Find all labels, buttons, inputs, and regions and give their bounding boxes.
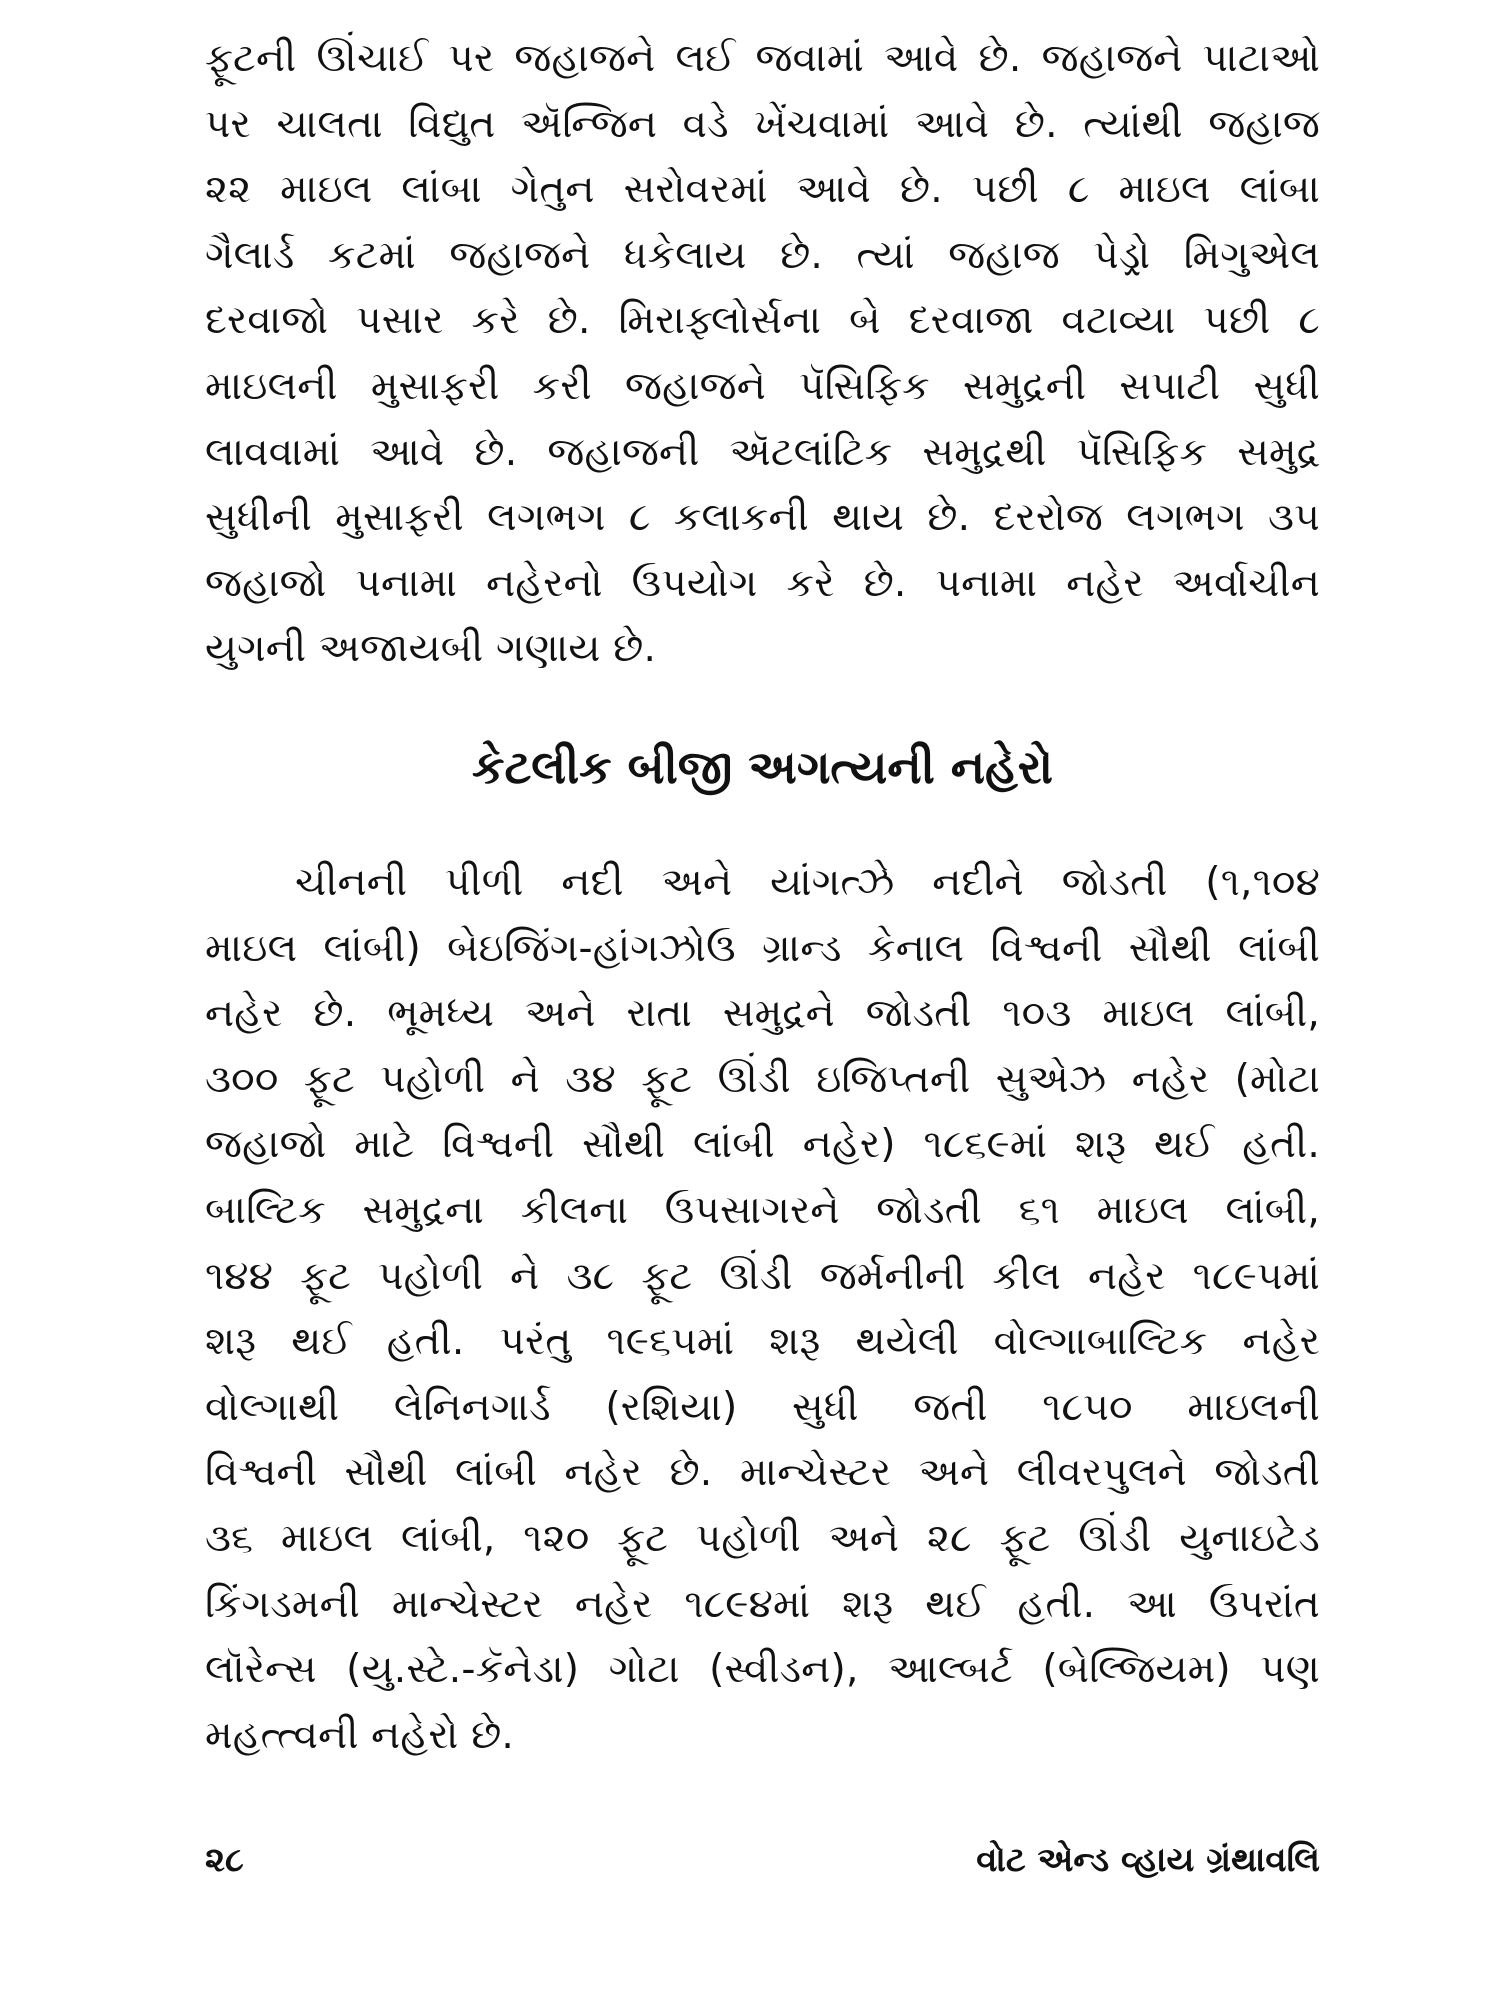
text-line: મહત્ત્વની નહેરો છે. [205, 1712, 515, 1758]
paragraph-other-canals [205, 850, 1320, 1768]
text-line: ગૈલાર્ડ કટમાં જહાજને ધકેલાય છે. ત્યાં જહાજ પેડ્રો મિગુએલ [205, 232, 1320, 278]
page-number: ૨૮ [205, 1840, 244, 1880]
text-line: લૉરેન્સ (યુ.સ્ટે.-કૅનેડા) ગોટા (સ્વીડન), આલ્બર્ટ (બેલ્જિયમ) પણ [205, 1647, 1320, 1693]
text-line: માઇલ લાંબી) બેઇજિંગ-હાંગઝોઉ ગ્રાન્ડ કેનાલ વિશ્વની સૌથી લાંબી [205, 925, 1320, 971]
paragraph-panama-canal [205, 26, 1320, 682]
text-line: દરવાજો પસાર કરે છે. મિરાફ્લોર્સના બે દરવાજા વટાવ્યા પછી ૮ [205, 298, 1320, 344]
text-line: બાલ્ટિક સમુદ્રના કીલના ઉપસાગરને જોડતી ૬૧ માઇલ લાંબી, [205, 1187, 1320, 1233]
text-line: ૩૬ માઇલ લાંબી, ૧૨૦ ફૂટ પહોળી અને ૨૮ ફૂટ ઊંડી યુનાઇટેડ [205, 1515, 1320, 1561]
text-line: ૨૨ માઇલ લાંબા ગેતુન સરોવરમાં આવે છે. પછી ૮ માઇલ લાંબા [205, 167, 1320, 213]
text-line: યુગની અજાયબી ગણાય છે. [205, 626, 657, 672]
text-line: ફૂટની ઊંચાઈ પર જહાજને લઈ જવામાં આવે છે. જહાજને પાટાઓ [205, 36, 1320, 81]
text-line: જહાજો માટે વિશ્વની સૌથી લાંબી નહેર) ૧૮૬૯માં શરૂ થઈ હતી. [205, 1122, 1320, 1168]
text-line: ચીનની પીળી નદી અને યાંગત્ઝે નદીને જોડતી (૧,૧૦૪ [295, 860, 1320, 905]
section-heading: કેટલીક બીજી અગત્યની નહેરો [471, 740, 1054, 794]
text-line: નહેર છે. ભૂમધ્ય અને રાતા સમુદ્રને જોડતી ૧૦૩ માઇલ લાંબી, [205, 991, 1320, 1037]
text-line: શરૂ થઈ હતી. પરંતુ ૧૯૬૫માં શરૂ થયેલી વોલ્ગાબાલ્ટિક નહેર [205, 1319, 1320, 1365]
text-line: ૩૦૦ ફૂટ પહોળી ને ૩૪ ફૂટ ઊંડી ઇજિપ્તની સુએઝ નહેર (મોટા [205, 1056, 1320, 1102]
text-line: વોલ્ગાથી લેનિનગાર્ડ (રશિયા) સુધી જતી ૧૮૫૦ માઇલની [205, 1384, 1320, 1430]
series-title: વોટ એન્ડ વ્હાય ગ્રંથાવલિ [976, 1840, 1320, 1880]
text-line: વિશ્વની સૌથી લાંબી નહેર છે. માન્ચેસ્ટર અને લીવરપુલને જોડતી [205, 1450, 1320, 1496]
text-line: ૧૪૪ ફૂટ પહોળી ને ૩૮ ફૂટ ઊંડી જર્મનીની કીલ નહેર ૧૮૯૫માં [205, 1253, 1320, 1299]
text-line: માઇલની મુસાફરી કરી જહાજને પૅસિફિક સમુદ્રની સપાટી સુધી [205, 363, 1320, 409]
text-line: કિંગડમની માન્ચેસ્ટર નહેર ૧૮૯૪માં શરૂ થઈ હતી. આ ઉપરાંત [205, 1581, 1320, 1627]
page-footer [205, 1840, 1320, 1890]
text-line: લાવવામાં આવે છે. જહાજની ઍટલાંટિક સમુદ્રથી પૅસિફિક સમુદ્ર [205, 429, 1320, 475]
text-line: જહાજો પનામા નહેરનો ઉપયોગ કરે છે. પનામા નહેર અર્વાચીન [205, 560, 1320, 606]
text-line: પર ચાલતા વિદ્યુત ઍન્જિન વડે ખેંચવામાં આવે છે. ત્યાંથી જહાજ [205, 101, 1320, 147]
text-line: સુધીની મુસાફરી લગભગ ૮ કલાકની થાય છે. દરરોજ લગભગ ૩૫ [205, 495, 1320, 541]
